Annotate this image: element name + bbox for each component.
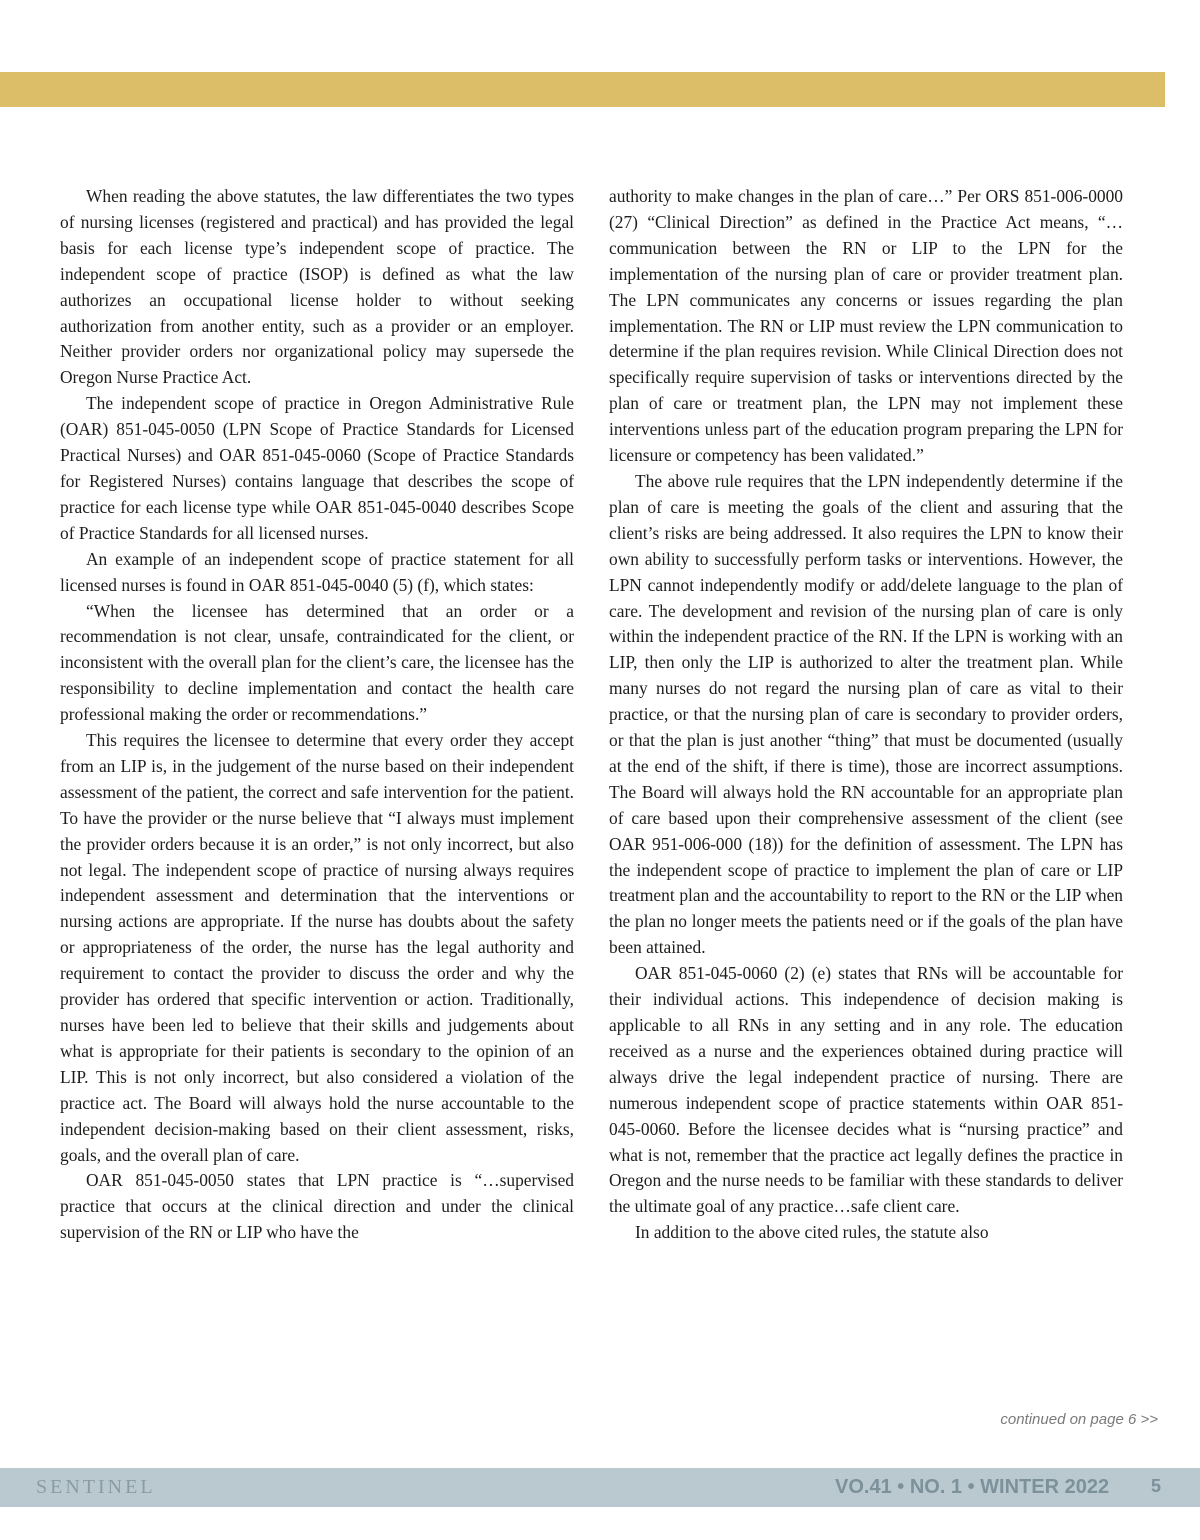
right-column xyxy=(609,184,1123,1246)
paragraph: In addition to the above cited rules, the statute also xyxy=(635,1222,989,1243)
page-number: 5 xyxy=(1151,1476,1162,1496)
left-column xyxy=(60,184,574,1246)
issue-info: VO.41 • NO. 1 • WINTER 2022 xyxy=(835,1476,1110,1498)
paragraph: The above rule requires that the LPN independently determine if the plan of care is meeting the goals of the client and assuring that the client’s risks are being addressed. It also requires the LPN to know their own ability to successfully perform tasks or interventions. However, the LPN cannot independently modify or add/delete language to the plan of care. The development and revision of the nursing plan of care is only within the independent practice of the RN. If the LPN is working with an LIP, then only the LIP is authorized to alter the treatment plan. While many nurses do not regard the nursing plan of care as vital to their practice, or that the nursing plan of care is secondary to provider orders, or that the plan is just another “thing” that must be documented (usually at the end of the shift, if there is time), those are incorrect assumptions. The Board will always hold the RN accountable for an appropriate plan of care based upon their comprehensive assessment of the client (see OAR 951-006-000 (18)) for the definition of assessment. The LPN has the independent scope of practice to implement the plan of care or LIP treatment plan and the accountability to report to the RN or the LIP when the plan no longer meets the patients need or if the goals of the plan have been attained. xyxy=(609,470,1123,958)
header-band xyxy=(0,72,1165,107)
paragraph: This requires the licensee to determine that every order they accept from an LIP is, in the judgement of the nurse based on their independent assessment of the patient, the correct and safe intervention for the patient. To have the provider or the nurse believe that “I always must implement the provider orders because it is an order,” is not only incorrect, but also not legal. The independent scope of practice of nursing always requires independent assessment and determination that the interventions or nursing actions are appropriate. If the nurse has doubts about the safety or appropriateness of the order, the nurse has the legal authority and requirement to contact the provider to discuss the order and why the provider has ordered that specific intervention or action. Traditionally, nurses have been led to believe that their skills and judgements about what is appropriate for their patients is secondary to the opinion of an LIP. This is not only incorrect, but also considered a violation of the practice act. The Board will always hold the nurse accountable to the independent decision-making based on their client assessment, risks, goals, and the overall plan of care. xyxy=(60,730,574,1165)
paragraph: OAR 851-045-0050 states that LPN practice is “…supervised practice that occurs at the clinical direction and under the clinical supervision of the RN or LIP who have the xyxy=(60,1170,574,1243)
paragraph: When reading the above statutes, the law differentiates the two types of nursing licenses (registered and practical) and has provided the legal basis for each license type’s independent scope of practice. The independent scope of practice (ISOP) is defined as what the law authorizes an occupational license holder to without seeking authorization from another entity, such as a provider or an employer. Neither provider orders nor organizational policy may supersede the Oregon Nurse Practice Act. xyxy=(60,186,574,388)
paragraph-continuation: authority to make changes in the plan of care…” Per ORS 851-006-0000 (27) “Clinical Direction” as defined in the Practice Act means, “…communication between the RN or LIP to the LPN for the implementation of the nursing plan of care or provider treatment plan. The LPN communicates any concerns or issues regarding the plan implementation. The RN or LIP must review the LPN communication to determine if the plan requires revision. While Clinical Direction does not specifically require supervision of tasks or interventions directed by the plan of care or treatment plan, the LPN may not implement these interventions unless part of the education program preparing the LPN for licensure or competency has been validated.” xyxy=(609,186,1123,466)
quote-paragraph: “When the licensee has determined that an order or a recommendation is not clear, unsafe, contraindicated for the client, or inconsistent with the overall plan for the client’s care, the licensee has the responsibility to decline implementation and contact the health care professional making the order or recommendations.” xyxy=(60,600,574,725)
footer-band xyxy=(0,1468,1200,1507)
continued-note: continued on page 6 >> xyxy=(1000,1411,1158,1428)
publication-name: SENTINEL xyxy=(36,1476,156,1498)
paragraph: An example of an independent scope of practice statement for all licensed nurses is found in OAR 851-045-0040 (5) (f), which states: xyxy=(60,548,574,595)
paragraph: OAR 851-045-0060 (2) (e) states that RNs will be accountable for their individual actions. This independence of decision making is applicable to all RNs in any setting and in any role. The education received as a nurse and the experiences obtained during practice will always drive the legal independent practice of nursing. There are numerous independent scope of practice statements within OAR 851-045-0060. Before the licensee decides what is “nursing practice” and what is not, remember that the practice act legally defines the practice in Oregon and the nurse needs to be familiar with these standards to deliver the ultimate goal of any practice…safe client care. xyxy=(609,963,1123,1217)
paragraph: The independent scope of practice in Oregon Administrative Rule (OAR) 851-045-0050 (LPN Scope of Practice Standards for Licensed Practical Nurses) and OAR 851-045-0060 (Scope of Practice Standards for Registered Nurses) contains language that describes the scope of practice for each license type while OAR 851-045-0040 describes Scope of Practice Standards for all licensed nurses. xyxy=(60,393,574,543)
